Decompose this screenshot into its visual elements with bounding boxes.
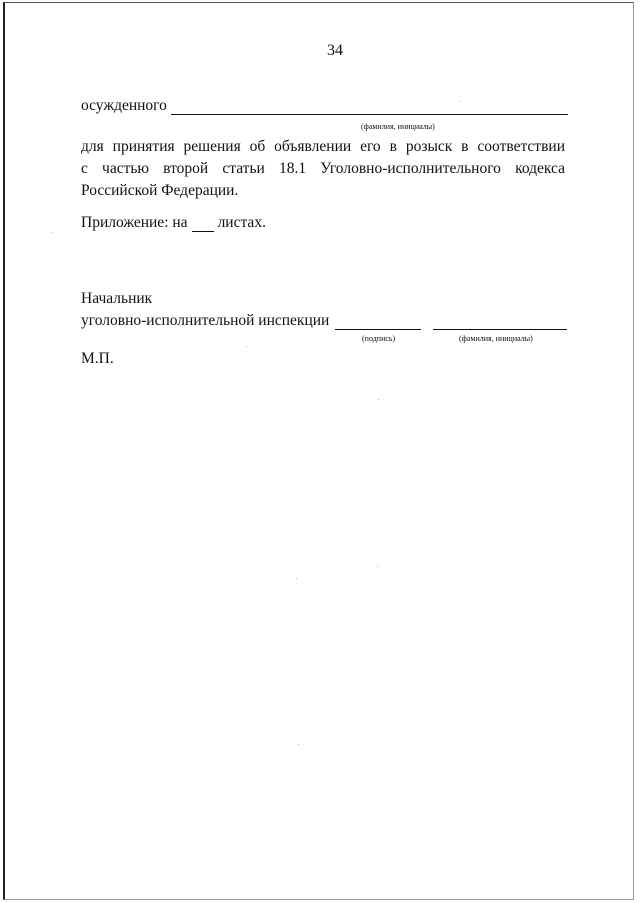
purpose-paragraph bbox=[81, 136, 565, 202]
signatory-row bbox=[81, 312, 567, 330]
attachment-row bbox=[81, 214, 266, 232]
signature-caption: (подпись) bbox=[362, 334, 396, 343]
signatory-name-caption: (фамилия, инициалы) bbox=[459, 334, 533, 343]
scan-speck bbox=[52, 232, 53, 233]
attachment-suffix: листах. bbox=[217, 214, 266, 231]
purpose-line-2: с частью второй статьи 18.1 Уголовно-исполнительного кодекса bbox=[81, 160, 565, 177]
purpose-line-3: Российской Федерации. bbox=[81, 182, 239, 199]
scan-speck bbox=[378, 399, 379, 400]
scan-speck bbox=[246, 346, 247, 347]
signature-line bbox=[335, 315, 421, 330]
attachment-prefix: Приложение: на bbox=[81, 214, 188, 231]
purpose-line-1: для принятия решения об объявлении его в розыск в соответствии bbox=[81, 138, 565, 155]
seal-mark: М.П. bbox=[81, 350, 114, 367]
scan-speck bbox=[377, 566, 378, 567]
convict-caption: (фамилия, инициалы) bbox=[361, 122, 435, 131]
convict-label: осужденного bbox=[81, 97, 167, 114]
scan-speck bbox=[460, 101, 461, 102]
signatory-title-1: Начальник bbox=[81, 290, 153, 307]
page-number: 34 bbox=[327, 42, 343, 59]
signatory-title-2: уголовно-исполнительной инспекции bbox=[81, 312, 330, 329]
convict-row bbox=[81, 97, 568, 115]
signatory-name-line bbox=[433, 315, 567, 330]
convict-name-line bbox=[171, 100, 568, 115]
scan-speck bbox=[296, 578, 297, 579]
scan-speck bbox=[298, 744, 299, 745]
attachment-count-line bbox=[192, 217, 214, 232]
